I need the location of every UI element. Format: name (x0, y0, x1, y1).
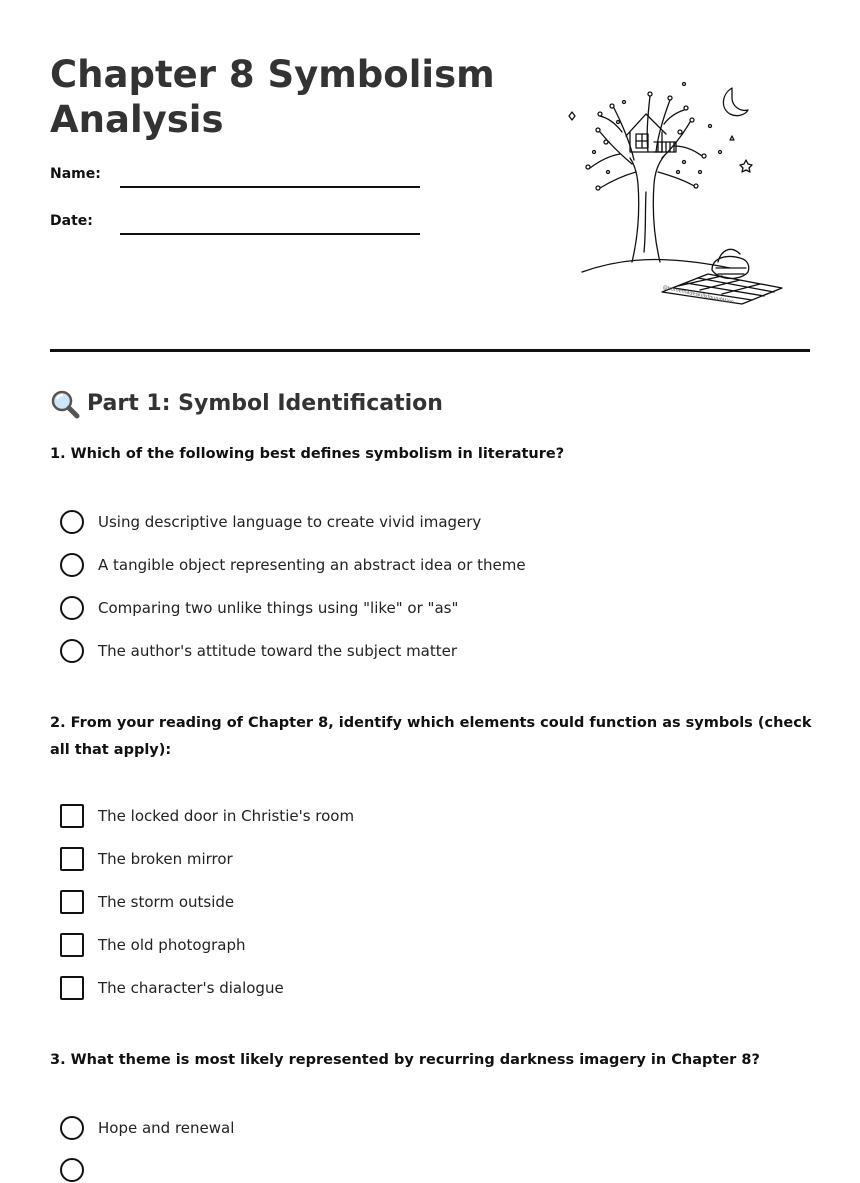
option-label: A tangible object representing an abstract idea or theme (98, 556, 526, 574)
treehouse-picnic-illustration (560, 72, 800, 322)
part1-heading (50, 388, 443, 420)
checkbox[interactable] (60, 976, 84, 1000)
checkbox[interactable] (60, 804, 84, 828)
q2-option-e[interactable] (60, 975, 284, 1001)
question-1: 1. Which of the following best defines symbolism in literature? (50, 446, 565, 462)
radio-button[interactable] (60, 1116, 84, 1140)
illustration-signature: @homemadeskillsfoundation (662, 284, 735, 306)
radio-button[interactable] (60, 1158, 84, 1182)
q3-option-a[interactable] (60, 1115, 234, 1141)
q1-option-c[interactable] (60, 595, 458, 621)
checkbox[interactable] (60, 933, 84, 957)
q1-option-d[interactable] (60, 638, 457, 664)
q1-option-b[interactable] (60, 552, 526, 578)
option-label: The broken mirror (98, 850, 233, 868)
option-label: The storm outside (98, 893, 235, 911)
radio-button[interactable] (60, 510, 84, 534)
question-3: 3. What theme is most likely represented by recurring darkness imagery in Chapter 8? (50, 1052, 760, 1068)
magnifying-glass-icon (50, 389, 80, 419)
question-2: 2. From your reading of Chapter 8, identify which elements could function as symbols (check all that apply): (50, 715, 812, 758)
header-divider (50, 349, 810, 352)
date-field[interactable] (120, 233, 420, 235)
checkbox[interactable] (60, 890, 84, 914)
option-label: Hope and renewal (98, 1119, 235, 1137)
q2-option-a[interactable] (60, 803, 354, 829)
q2-option-d[interactable] (60, 932, 245, 958)
radio-button[interactable] (60, 639, 84, 663)
q2-option-b[interactable] (60, 846, 233, 872)
q2-option-c[interactable] (60, 889, 234, 915)
option-label: The character's dialogue (98, 979, 284, 997)
page-title: Chapter 8 Symbolism Analysis (50, 53, 495, 141)
option-label: The old photograph (98, 936, 246, 954)
option-label: The author's attitude toward the subject matter (98, 642, 458, 660)
checkbox[interactable] (60, 847, 84, 871)
radio-button[interactable] (60, 596, 84, 620)
radio-button[interactable] (60, 553, 84, 577)
date-label: Date: (50, 213, 93, 229)
option-label: Comparing two unlike things using "like" or "as" (98, 599, 459, 617)
name-label: Name: (50, 166, 101, 182)
option-label: Using descriptive language to create vivid imagery (98, 513, 482, 531)
name-field[interactable] (120, 186, 420, 188)
part1-heading-text: Part 1: Symbol Identification (87, 391, 443, 416)
q1-option-a[interactable] (60, 509, 481, 535)
option-label: The locked door in Christie's room (98, 807, 355, 825)
